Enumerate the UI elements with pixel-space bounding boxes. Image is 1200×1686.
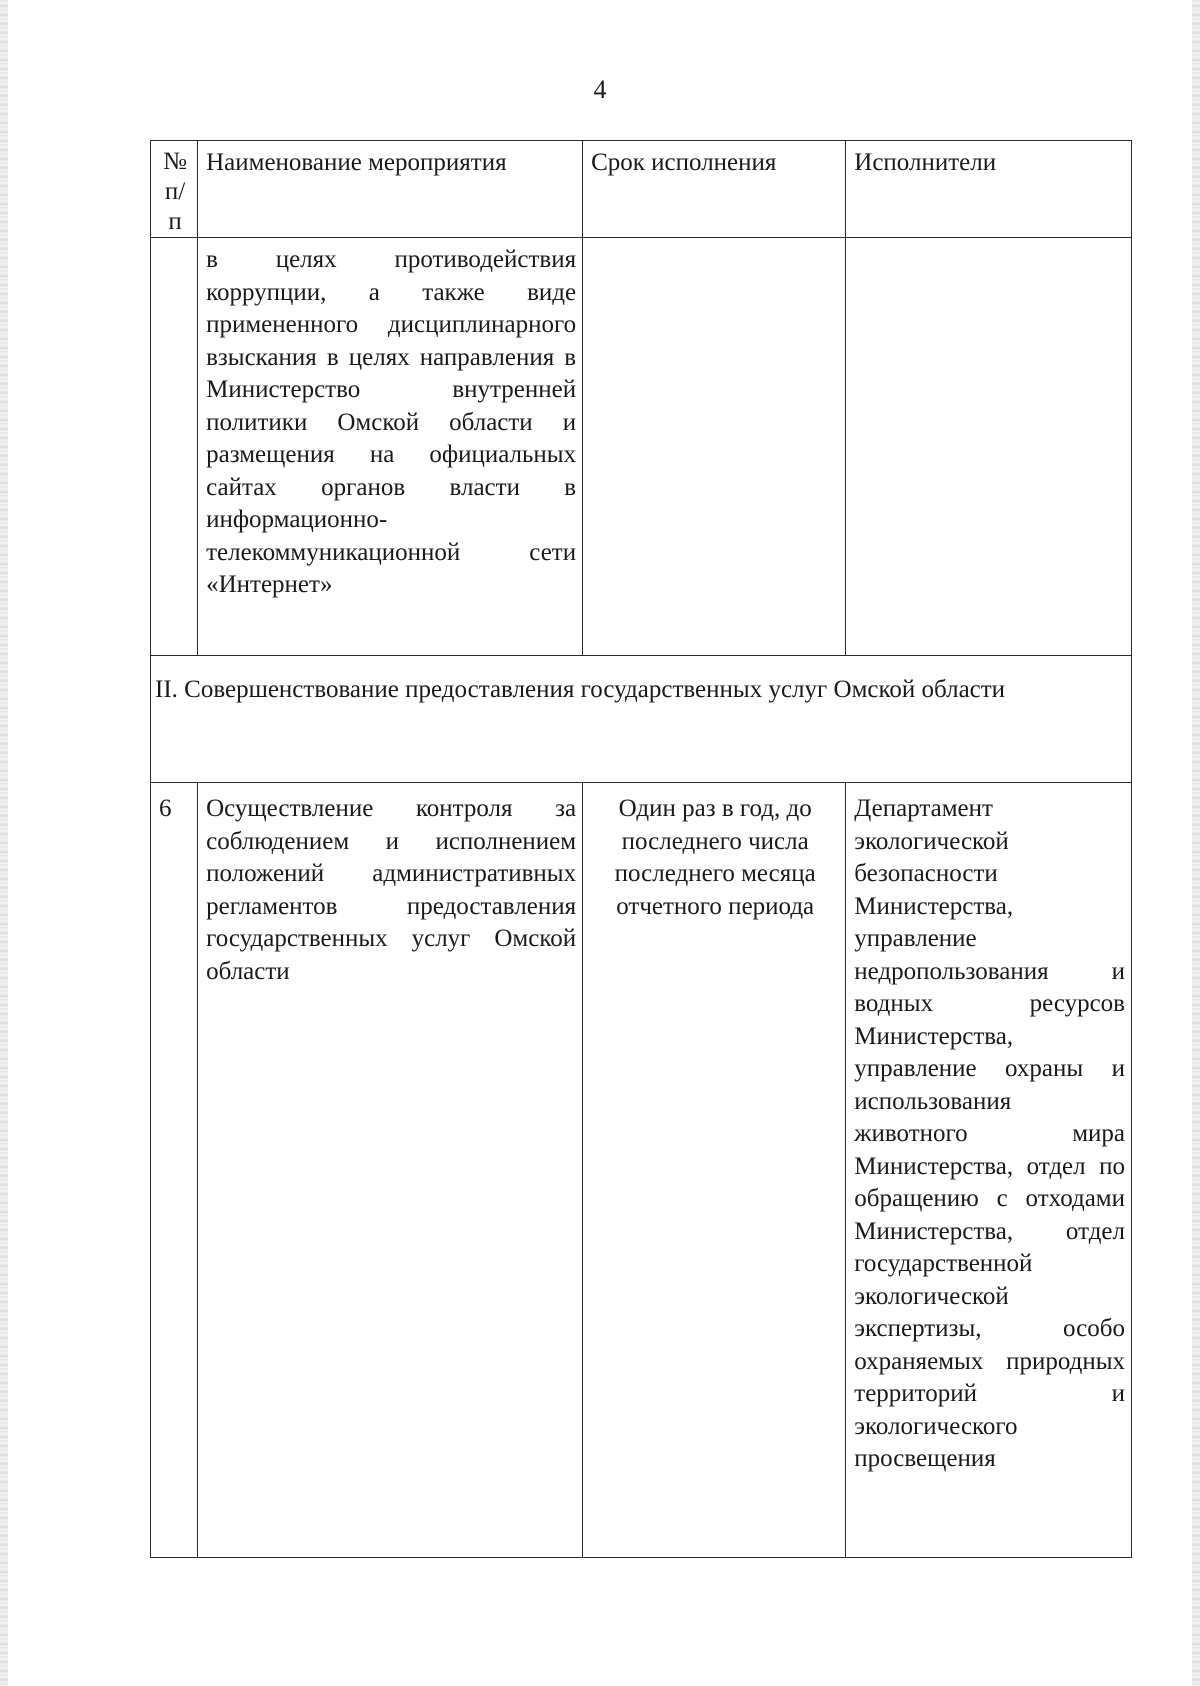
header-name: Наименование мероприятия — [198, 141, 583, 238]
cell-name: Осуществление контроля за соблюдением и исполнением положений административных регламентов предоставления государственных услуг Омской области — [198, 783, 583, 1558]
cell-number — [151, 238, 198, 656]
action-plan-table — [150, 140, 1132, 1558]
cell-term: Один раз в год, до последнего числа последнего месяца отчетного периода — [583, 783, 846, 1558]
cell-executors — [846, 238, 1132, 656]
scan-edge-right — [1192, 0, 1200, 1686]
table-row — [151, 783, 1132, 1558]
cell-term — [583, 238, 846, 656]
cell-executors: Департамент экологической безопасности Министерства, управление недропользования и водных ресурсов Министерства, управление охраны и использования животного мира Министерства, отдел по обращению с отходами Министерства, отдел государственной экологической экспертизы, особо охраняемых природных территорий и экологического просвещения — [846, 783, 1132, 1558]
section-title: II. Совершенствование предоставления государственных услуг Омской области — [151, 656, 1132, 783]
header-number: № п/п — [151, 141, 198, 238]
cell-number: 6 — [151, 783, 198, 1558]
header-term: Срок исполнения — [583, 141, 846, 238]
table-header-row — [151, 141, 1132, 238]
header-executors: Исполнители — [846, 141, 1132, 238]
cell-name: в целях противодействия коррупции, а также виде примененного дисциплинарного взыскания в целях направления в Министерство внутренней политики Омской области и размещения на официальных сайтах органов власти в информационно-телекоммуникационной сети «Интернет» — [198, 238, 583, 656]
scan-edge-left — [0, 0, 8, 1686]
page-number: 4 — [593, 75, 607, 104]
table-row-continuation — [151, 238, 1132, 656]
section-row — [151, 656, 1132, 783]
